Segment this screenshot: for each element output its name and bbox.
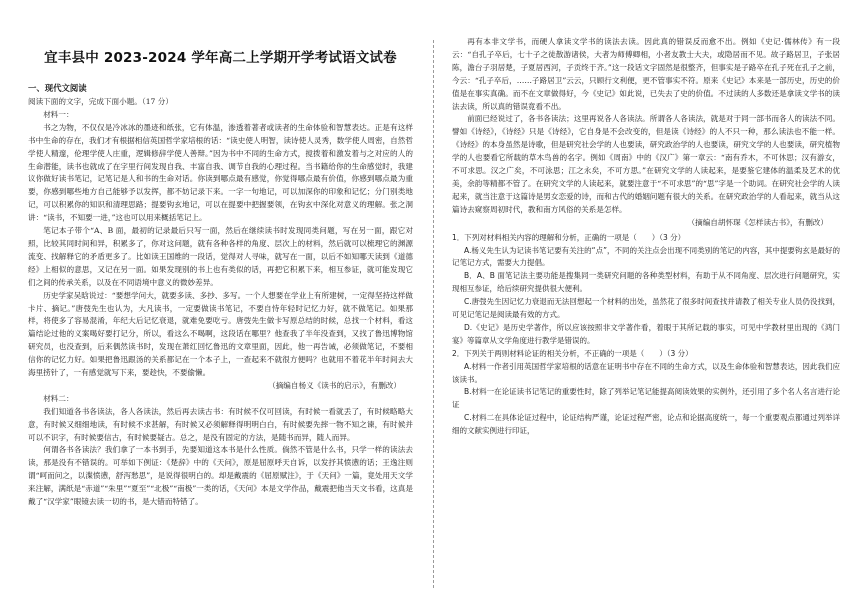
material-2-paragraph: 何谓各书各读法？我们拿了一本书到手，先要知道这本书是什么性质。倘然不管是什么书，只学一样的读法去读，那是没有不错误的。可举如下例证：《楚辞》中的《天问》，原是屈原呼天自诉，以发抒其愤懑的话；王逸注则谓“呵而问之，以渫愤懑，舒泻愁思”，是说得很明白的。却是戴震的《屈原赋注》，于《天问》一篇，竟处用天文学来注解，满纸是“赤道”“朱里”“夏至”“北极”“南极”一类的话，《天问》本是文学作品，戴震把他当天文书看，这真是戴了“汉学家”眼镜去读一切的书，是大错而特错了。: [28, 445, 413, 507]
question-2-option-b: B.材料一在论证读书记笔记的重要性时，除了列举记笔记能提高阅读效果的实例外，还引用了多个名人名言进行论证: [452, 387, 840, 410]
material-1-paragraph: 书之为物，不仅仅是冷冰冰的墨迹和纸张，它有体温，渗透着著者或读者的生命体验和智慧表达。正是有这样书中生命的存在，我们才有根据相信英国哲学家培根的话：“读史使人明智，读诗使人灵秀，数学使人周密，自然哲学使人精邃，伦理学使人庄重，逻辑修辞学使人善辩。”因为书中不同的生命方式，搅拨着和激发着与之对应的人的生命潜能，读书也就成了在字里行间发现自我、丰富自我、调节自我的心理过程。当书籍给你的生命感觉时，我建议你做好读书笔记，记笔记是人和书的生命对话。你读到哪点最有感觉，你觉得哪点最有价值，你感到哪点最为重要，你感到哪些地方自己能够予以发挥，都不妨记录下来。一字一句地记，可以加深你的印象和记忆；分门别类地记，可以积累你的知识和清理思路；提要钩玄地记，可以在提要中把握要领，在钩玄中深化对意义的理解。张之洞讲：“读书，不知要一进，”这也可以用来概括笔记上。: [28, 122, 413, 223]
question-2-option-c: C.材料二在具体论证过程中，论证结构严谨，论证过程严密，论点和论据高度统一，每一个重要观点都通过列举详细的文献实例进行印证，: [452, 413, 840, 436]
material-2-paragraph: 前面已经说过了，各书各读法；这里再说各人各读法。所谓各人各读法，就是对于同一部书而各人的读法不同。譬如《诗经》，《诗经》只是《诗经》，它自身是不会改变的，但是读《诗经》的人不只一种，那么读法也不能一样。《诗经》的本身虽然是诗歌，但是研究社会学的人也要读，研究政治学的人也要读，研究文学的人也要读，研究植物学的人也要看它所载的草木鸟兽的名字。例如《周南》中的《汉广》第一章云：“南有乔木，不可休思；汉有游女，不可求思。汉之广矣，不可泳思；江之永矣，不可方思。”在研究文学的人读起来，是要鉴它建体的温柔及艺术的优美，余韵等精都不管了。在研究文学的人读起来，就要注意于“不可求思”的“思”字是一个助词。在研究社会学的人读起来，就当注意于这篇诗是男女恋爱的诗，而和古代的婚姻问题有很大的关系。在研究政治学的人看起来，就当从这篇诗去窥察周初时代，教和南方风俗的关系是怎样。: [452, 114, 840, 214]
question-1-option-c: C.唐弢先生因记忆力衰退而无法回想起一个材料的出处，虽然花了很多时间查找并请教了相关专业人员仍没找到，可见记笔记是阅读最有效的方式。: [452, 297, 840, 320]
page-title: 宜丰县中 2023-2024 学年高二上学期开学考试语文试卷: [44, 50, 397, 66]
material-1-paragraph: 笔记本子带个“A、B 面，最初的记录最后只写一面，然后在继续读书时发现同类问题，写在另一面，跟它对照，比较其同时间和异，积累多了，你对这问题，就有各种各样的角度、层次上的材料，然后就可以梳理它的渊源流变、找解释它的矛盾更多了。比如读王国维的一段话，觉得对人寻味，就写在一面，以后不如知哪天读到《道德经》上相似的意思，又记在另一面。如果发现别的书上也有类似的话，再把它积累下来，相互参证，就可能发现它们之间的传承关系，以及在不同语境中意义的微妙差异。: [28, 226, 413, 287]
material-2-paragraph: 我们知道各书各读法，各人各读法，然后再去读古书：有时候不仅可回读，有时候一看就丢了，有时候略略大意，有时候又细细地读，有时候不求甚解，有时候又必须解释得明明白白，有时候要先摔一物不知之谏，有时候并可以不识字，有时候要信古，有时候要疑古。总之，是没有固定的方法，是随书而异，随人而异。: [28, 406, 413, 442]
material-2-label: 材料二：: [43, 393, 74, 403]
instruction-text: 阅读下面的文字，完成下面小题。（17 分）: [28, 97, 173, 106]
section-heading: 一、现代文阅读: [28, 83, 87, 93]
question-1-option-b: B．A、B 面笔记法主要功能是搜集同一类研究问题的各种类型材料，有助于从不同角度、层次进行问题研究，实现相互参证，给后续研究提供很大便利。: [452, 271, 840, 294]
right-column: [452, 36, 840, 591]
material-1-source: （摘编自杨义《读书的启示》，有删改）: [268, 380, 401, 390]
material-1-label: 材料一：: [43, 109, 74, 119]
question-1-stem: 1．下列对材料相关内容的理解和分析，正确的一项是（ ）（3 分）: [452, 232, 686, 242]
question-1-option-a: A.杨义先生认为记读书笔记要有关注的“点”，不同的关注点会出现不同类别的笔记的内容，其中提要钩玄是最好的记笔记方式，需要大力提倡。: [452, 245, 840, 268]
material-2-source: （摘编自胡怀琛《怎样读古书》，有删改）: [687, 217, 828, 227]
question-1-option-d: D.《史记》是历史学著作，所以应该按照非文学著作看，着眼于其所记载的事实，可见中学教材里出现的《鸿门宴》等篇章从文学角度进行教学是错误的。: [452, 322, 840, 345]
material-1-paragraph: 历史学家吴晗说过：“要想学问大，就要多读、多抄、多写。一个人想要在学业上有所建树，一定得坚持这样做卡片、摘记。”唐弢先生也认为，大凡读书，一定要做读书笔记，不要自恃年轻时记忆力好，就不做笔记。如果那样，将使多了容易混淆，年纪大后记忆衰退，就难免要吃亏。唐弢先生做卡写原总结的时候，总找一个材料，看这篇结论过他的义案喝好要打记分，所以，看这么不喝啊，这段话在哪里？他查我了半年没查到，又找了鲁迅博物馆研究员，也没查到，后来偶然读书时，发现在萧红回忆鲁迅的文章里面，因此，他一再告诫，必须做笔记，不要相信你的记忆力好。如果把鲁迅跟汤的关系都记在一个本子上，一查起来不就很方便吗？也就用不着花半年时间去大海里捞针了，一有感觉就写下来，要趁快，不要偷懒。: [28, 290, 413, 378]
question-2-option-a: A.材料一作者引用英国哲学家培根的话意在证明书中存在不同的生命方式，以及生命体验和智慧表达，因此我们应该读书。: [452, 361, 840, 384]
material-2-paragraph: 再有本非文学书，而硬人拿读文学书的读法去读。因此真的错误反而愈不出。例如《史记·儒林传》有一段云：“自孔子卒后，七十子之徒散游诸侯，大者为师傅卿相，小者友教士大夫，或隐居而不见。故子路居卫，子张居陈，澹台子羽居楚，子夏居西河，子贡终于齐。”这一段话文字固然是很整齐，但事实是子路卒在孔子死在孔子之前，今云：“孔子卒后，……子路居卫”云云，只顾行文利便，更不管事实不符。原来《史记》本来是一部历史，历史的价值是在事实真确。而不在文章做得好，今《史记》如此说，已失去了史的价值。不过读的人多数还是拿读文学书的读法去读，所以真的错误竟看不出。: [452, 37, 840, 111]
question-2-stem: 2．下列关于两则材料论证的相关分析，不正确的一项是（ ）（3 分）: [452, 348, 693, 358]
left-column: [28, 36, 413, 591]
column-divider: [433, 40, 434, 588]
